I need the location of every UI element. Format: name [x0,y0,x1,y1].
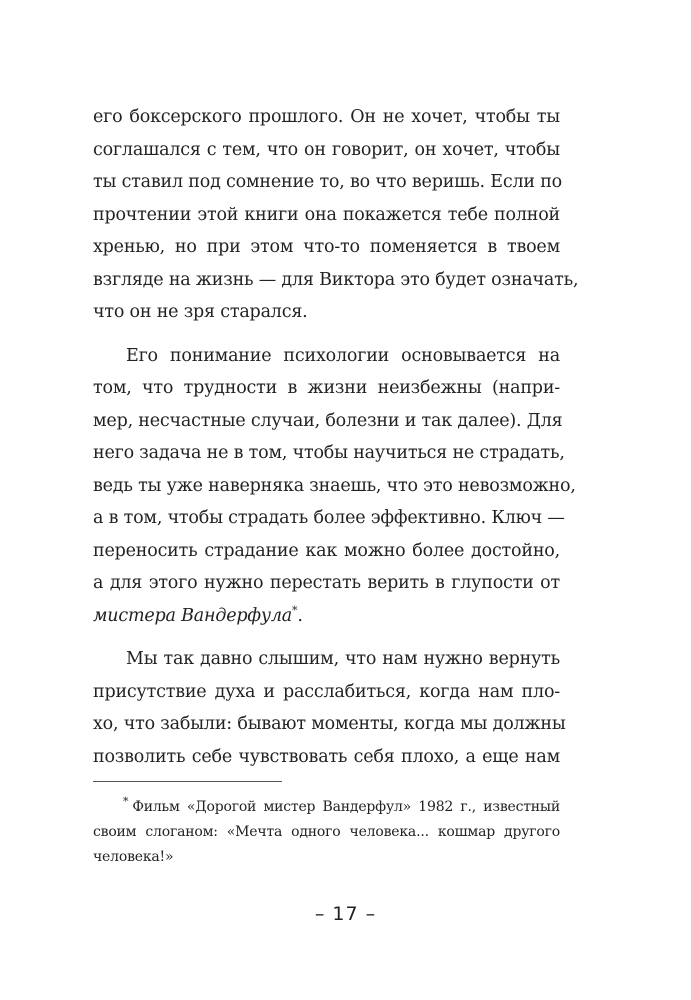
footnote-divider [93,781,282,782]
page-number: – 17 – [314,903,377,925]
sentence-end: . [297,605,303,626]
text-line: том, что трудности в жизни неизбежны (напри- [93,378,560,398]
text-line: переносить страдание как можно более достойно, [93,540,560,561]
text-line: ты ставил под сомнение то, во что веришь. Если по [93,172,562,192]
text-line: соглашался с тем, что он говорит, он хочет, чтобы [93,139,560,160]
body-text [93,101,579,773]
paragraph-3 [93,643,566,773]
text-line: него задача не в том, чтобы научиться не страдать, [93,443,565,463]
footnote-line: человека!» [93,849,174,865]
text-line [93,600,560,633]
paragraph-2 [93,340,576,633]
footnote-line: своим слоганом: «Мечта одного человека... кошмар другого [93,824,560,840]
footnote-text: Фильм «Дорогой мистер Вандерфул» 1982 г., известный [132,799,560,815]
footnote-mark: * [123,795,129,809]
text-line: а в том, чтобы страдать более эффективно. Ключ — [93,508,565,528]
paragraph-1 [93,101,579,329]
text-line: прочтении этой книги она покажется тебе полной [93,204,560,225]
text-line: ведь ты уже наверняка знаешь, что это невозможно, [93,475,576,496]
text-line: а для этого нужно перестать верить в глупости от [93,573,560,593]
footnote-line [93,795,560,820]
italic-title: мистера Вандерфула [93,605,293,626]
text-line: что он не зря старался. [93,302,308,322]
footnote [93,795,560,870]
text-line: хренью, но при этом что-то поменяется в твоем [93,237,560,257]
footnote-reference: * [292,603,298,617]
text-line: мер, несчастные случаи, болезни и так далее). Для [93,410,563,431]
text-line: позволить себе чувствовать себя плохо, а еще нам [93,746,560,767]
text-line: взгляде на жизнь — для Виктора это будет означать, [93,269,579,290]
text-line: Его понимание психологии основывается на [126,345,560,366]
text-line: его боксерского прошлого. Он не хочет, чтобы ты [93,107,560,127]
text-line: хо, что забыли: бывают моменты, когда мы должны [93,714,566,734]
text-line: Мы так давно слышим, что нам нужно вернуть [126,649,560,669]
text-line: присутствие духа и расслабиться, когда нам пло- [93,681,560,702]
